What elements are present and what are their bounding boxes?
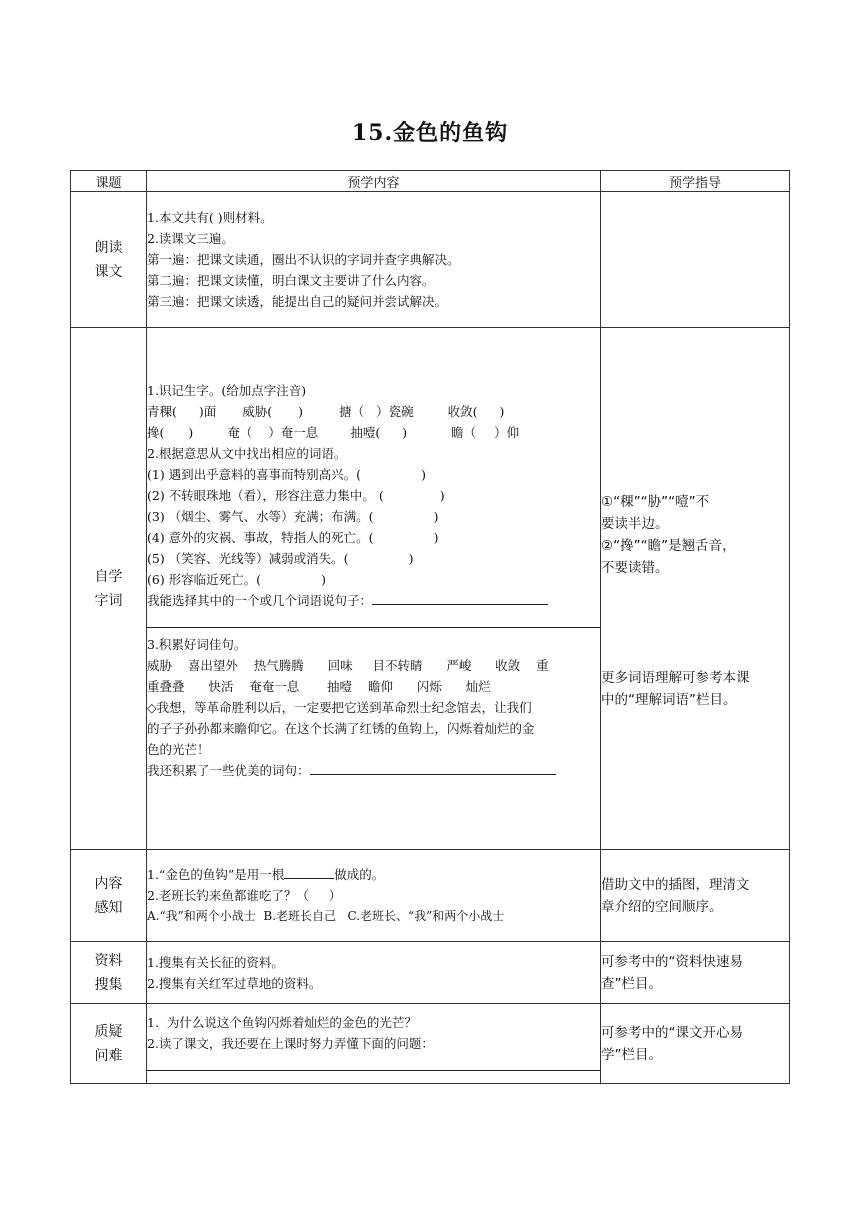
section-title: 1.识记生字。(给加点字注音): [147, 383, 307, 398]
definition-item: (6) 形容临近死亡。( ): [147, 572, 326, 587]
row-content: 1.搜集有关长征的资料。 2.搜集有关红军过草地的资料。: [147, 942, 601, 1004]
row-content: 1.“金色的鱼钩”是用一根 做成的。 2.老班长钓来鱼都谁吃了？（ ） A.“我”和两个小战士 B.老班长自己 C.老班长、“我”和两个小战士: [147, 850, 601, 942]
word-list: 重叠叠 快活 奄奄一息 抽噎 瞻仰 闪烁 灿烂: [147, 679, 491, 694]
section-title: 3.积累好词佳句。: [147, 637, 247, 652]
row-label: 质疑 问难: [71, 1004, 147, 1084]
definition-item: (5) （笑容、光线等）减弱或消失。( ): [147, 551, 414, 566]
page-title: 15.金色的鱼钩: [351, 120, 509, 146]
definition-item: (1) 遇到出乎意料的喜事而特别高兴。( ): [147, 467, 426, 482]
row-content-perception: [71, 850, 790, 942]
row-guide: [601, 328, 790, 850]
answer-blank[interactable]: [284, 864, 334, 879]
pinyin-row: 搀( ) 奄（ ）奄一息 抽噎( ) 瞻（ ）仰: [147, 425, 520, 440]
answer-blank[interactable]: [372, 590, 548, 605]
definition-item: (3) （烟尘、雾气、水等）充满；布满。( ): [147, 509, 439, 524]
header-topic: 课题: [71, 171, 147, 192]
row-reading: [71, 192, 790, 328]
question-line: 2.老班长钓来鱼都谁吃了？（ ）: [147, 888, 342, 903]
accumulate-prompt: 我还积累了一些优美的词句：: [147, 760, 600, 781]
row-label: 资料 搜集: [71, 942, 147, 1004]
row-content: [147, 328, 601, 850]
answer-blank[interactable]: [310, 760, 556, 775]
word-list: 威胁 喜出望外 热气腾腾 回味 目不转睛 严峻 收敛 重: [147, 658, 549, 673]
row-vocab: [71, 328, 790, 850]
header-guide: 预学指导: [601, 171, 790, 192]
section-title: 2.根据意思从文中找出相应的词语。: [147, 446, 347, 461]
quote-line: 的子子孙孙都来瞻仰它。在这个长满了红锈的鱼钩上，闪烁着灿烂的金: [147, 721, 535, 736]
header-content: 预学内容: [147, 171, 601, 192]
row-guide: 可参考中的“课文开心易 学”栏目。: [601, 1004, 790, 1084]
row-label: 自学 字词: [71, 328, 147, 850]
quote-line: ◇我想，等革命胜利以后，一定要把它送到革命烈士纪念馆去，让我们: [147, 700, 532, 715]
row-content: [147, 192, 601, 328]
row-content: 1. 为什么说这个鱼钩闪烁着灿烂的金色的光芒？ 2.读了课文，我还要在上课时努力弄懂下面的问题：: [147, 1004, 601, 1084]
content-line: 第一遍：把课文读通，圈出不认识的字词并查字典解决。: [147, 252, 460, 267]
row-guide: 可参考中的“资料快速易 查”栏目。: [601, 942, 790, 1004]
options-line: A.“我”和两个小战士 B.老班长自己 C.老班长、“我”和两个小战士: [147, 909, 505, 923]
answer-line[interactable]: [147, 1056, 600, 1071]
pinyin-row: 青稞( )面 威胁( ) 搪（ ）瓷碗 收敛( ): [147, 404, 505, 419]
definition-item: (2) 不转眼珠地（看），形容注意力集中。 ( ): [147, 488, 445, 503]
preview-table: [70, 170, 790, 1084]
quote-line: 色的光芒！: [147, 742, 210, 757]
guide-tip: 更多词语理解可参考本课 中的“理解词语”栏目。: [601, 669, 750, 708]
row-guide: 借助文中的插图，理清文 章介绍的空间顺序。: [601, 850, 790, 942]
row-guide: [601, 192, 790, 328]
row-label: 朗读 课文: [71, 192, 147, 328]
sentence-prompt: 我能选择其中的一个或几个词语说句子：: [147, 590, 600, 611]
content-line: 第二遍：把课文读懂，明白课文主要讲了什么内容。: [147, 273, 435, 288]
definition-item: (4) 意外的灾祸、事故，特指人的死亡。( ): [147, 530, 439, 545]
row-label: 内容 感知: [71, 850, 147, 942]
guide-tip: ①“稞”“胁”“噎”不 要读半边。 ②“搀”“瞻”是翘舌音， 不要读错。: [601, 493, 736, 576]
table-header-row: [71, 171, 790, 192]
answer-line[interactable]: [147, 613, 600, 628]
row-materials: [71, 942, 790, 1004]
content-line: 1.本文共有( )则材料。: [147, 210, 273, 225]
content-line: 第三遍：把课文读透，能提出自己的疑问并尝试解决。: [147, 294, 448, 309]
row-questions: [71, 1004, 790, 1084]
content-line: 2.读课文三遍。: [147, 231, 234, 246]
